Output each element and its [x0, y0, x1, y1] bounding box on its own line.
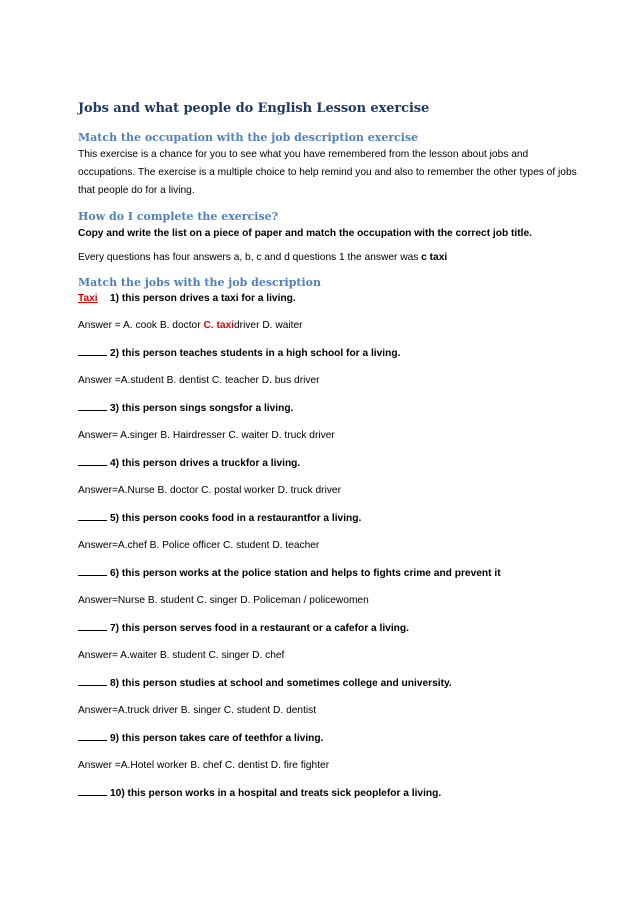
question-text: 7) this person serves food in a restaurant or a cafefor a living.: [110, 623, 409, 634]
answer-blank: [78, 345, 107, 356]
answer-options: Answer =A.student B. dentist C. teacher D. bus driver: [78, 375, 320, 386]
answer-options: Answer= A.waiter B. student C. singer D. chef: [78, 650, 285, 661]
question-text-line: [78, 455, 578, 472]
question-item: [78, 774, 578, 802]
question-list: [78, 334, 578, 802]
question-text-line: [78, 565, 578, 582]
question-text: 9) this person takes care of teethfor a living.: [110, 733, 324, 744]
question-item: [78, 389, 578, 444]
question-item: [78, 554, 578, 609]
question-item: [78, 719, 578, 774]
question-text: 5) this person cooks food in a restaurantfor a living.: [110, 513, 362, 524]
question-text: 8) this person studies at school and sometimes college and university.: [110, 678, 452, 689]
answer-options: Answer=A.truck driver B. singer C. student D. dentist: [78, 705, 317, 716]
answer-options: Answer=A.chef B. Police officer C. student D. teacher: [78, 540, 320, 551]
answer-blank: [78, 400, 107, 411]
document-content: [78, 101, 578, 802]
answer-options: Answer =A.Hotel worker B. chef C. dentist D. fire fighter: [78, 760, 330, 771]
question-text-line: [78, 510, 578, 527]
question-item: [78, 609, 578, 664]
question-text-line: [78, 620, 578, 637]
example-filled-answer: Taxi: [78, 293, 98, 304]
question-text: 6) this person works at the police station and helps to fights crime and prevent it: [110, 568, 501, 579]
how-heading: How do I complete the exercise?: [78, 210, 279, 223]
document-title: Jobs and what people do English Lesson exercise: [78, 101, 430, 116]
answer-blank: [78, 730, 107, 741]
answer-note-prefix: Every questions has four answers a, b, c and d questions 1 the answer was: [78, 252, 422, 263]
question-text-line: [78, 345, 578, 362]
question-text-line: [78, 675, 578, 692]
example-question: [78, 291, 578, 307]
instruction-text: Copy and write the list on a piece of paper and match the occupation with the correct job title.: [78, 228, 532, 239]
answer-options: Answer=Nurse B. student C. singer D. Policeman / policewomen: [78, 595, 369, 606]
answer-options: Answer= A.singer B. Hairdresser C. waiter D. truck driver: [78, 430, 335, 441]
question-text-line: [78, 400, 578, 417]
answer-blank: [78, 455, 107, 466]
intro-text: This exercise is a chance for you to see what you have remembered from the lesson about jobs and occupations. The exercise is a multiple choice to help remind you and also to remember the other types of jobs that people do for a living.: [78, 149, 577, 196]
example-answer-highlight: C. taxi: [203, 320, 235, 331]
question-text: 4) this person drives a truckfor a living.: [110, 458, 301, 469]
example-item: [78, 291, 578, 334]
answer-blank: [78, 785, 107, 796]
section-heading: Match the jobs with the job description: [78, 276, 321, 289]
example-question-text: 1) this person drives a taxi for a living.: [110, 293, 296, 304]
answer-note-answer: c taxi: [421, 252, 448, 263]
example-answer: [78, 318, 578, 334]
question-item: [78, 664, 578, 719]
question-item: [78, 444, 578, 499]
question-text: 3) this person sings songsfor a living.: [110, 403, 294, 414]
example-answer-prefix: Answer = A. cook B. doctor: [78, 320, 204, 331]
question-text: 10) this person works in a hospital and treats sick peoplefor a living.: [110, 788, 442, 799]
answer-options: Answer=A.Nurse B. doctor C. postal worker D. truck driver: [78, 485, 341, 496]
example-answer-suffix: driver D. waiter: [234, 320, 303, 331]
answer-blank: [78, 565, 107, 576]
intro-heading: Match the occupation with the job description exercise: [78, 131, 419, 144]
answer-note: [78, 249, 578, 267]
question-text-line: [78, 785, 578, 802]
answer-blank: [78, 620, 107, 631]
answer-blank: [78, 675, 107, 686]
question-text: 2) this person teaches students in a high school for a living.: [110, 348, 401, 359]
question-item: [78, 499, 578, 554]
question-text-line: [78, 730, 578, 747]
question-item: [78, 334, 578, 389]
answer-blank: [78, 510, 107, 521]
